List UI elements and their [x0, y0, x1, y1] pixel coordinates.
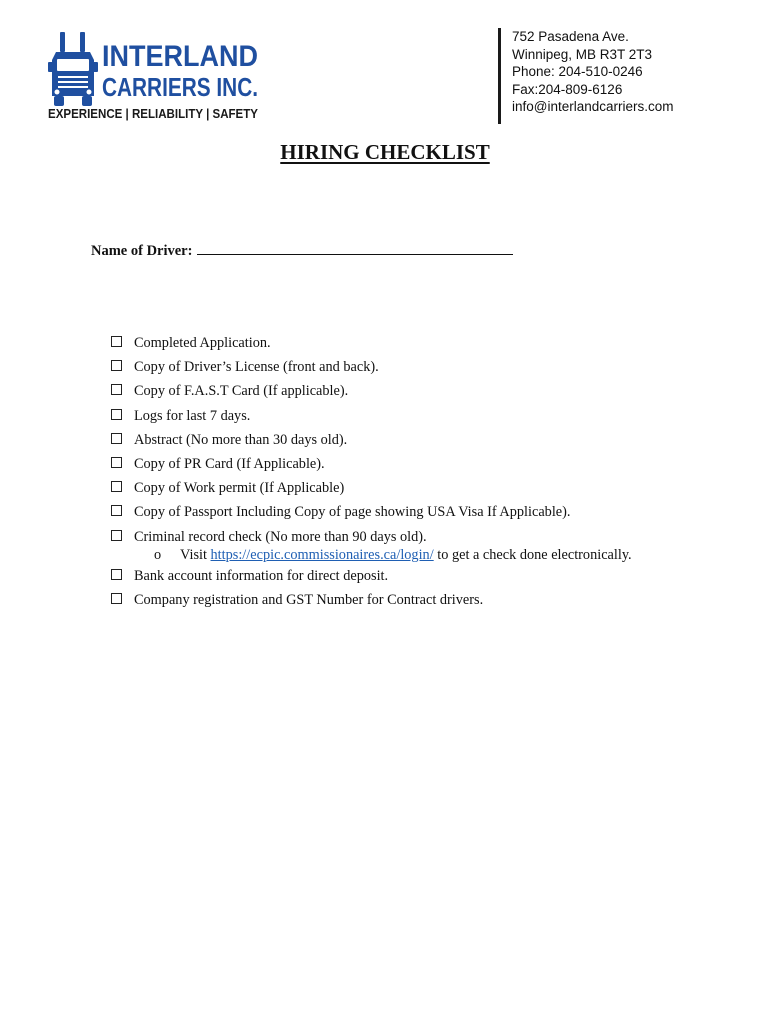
logo-line2: CARRIERS INC. — [102, 72, 258, 102]
sub-suffix: to get a check done electronically. — [437, 546, 632, 563]
checklist-item-company-registration — [111, 591, 632, 615]
checkbox[interactable] — [111, 360, 122, 371]
address-phone: Phone: 204-510-0246 — [512, 64, 643, 80]
checkbox[interactable] — [111, 481, 122, 492]
driver-name-field — [91, 240, 513, 260]
checklist-item-pr-card — [111, 455, 632, 479]
page-title — [0, 140, 770, 165]
checkbox[interactable] — [111, 530, 122, 541]
checklist-item-bank-account — [111, 567, 632, 591]
truck-logo-icon — [44, 30, 264, 122]
checklist-item-fast-card — [111, 382, 632, 406]
address-fax: Fax:204-809-6126 — [512, 81, 623, 97]
checkbox[interactable] — [111, 569, 122, 580]
checkbox[interactable] — [111, 505, 122, 516]
address-city: Winnipeg, MB R3T 2T3 — [512, 46, 653, 62]
checklist-item-logs — [111, 407, 632, 431]
logo-line1: INTERLAND — [102, 40, 258, 73]
checklist-item-label: Logs for last 7 days. — [134, 407, 251, 424]
page-title-text: HIRING CHECKLIST — [280, 140, 490, 164]
sub-prefix: Visit — [180, 546, 207, 563]
checklist-item-label: Company registration and GST Number for Contract drivers. — [134, 591, 484, 608]
checklist-item-application — [111, 334, 632, 358]
checklist-item-passport — [111, 503, 632, 527]
checklist-item-label: Copy of PR Card (If Applicable). — [134, 455, 325, 472]
checkbox[interactable] — [111, 336, 122, 347]
checklist-item-label: Abstract (No more than 30 days old). — [134, 431, 348, 448]
checklist-item-label: Copy of F.A.S.T Card (If applicable). — [134, 383, 349, 400]
address-street: 752 Pasadena Ave. — [512, 29, 629, 44]
ecpic-link[interactable]: https://ecpic.commissionaires.ca/login/ — [210, 546, 434, 563]
checklist-item-label: Criminal record check (No more than 90 days old). — [134, 528, 427, 545]
company-logo — [44, 30, 264, 122]
checklist-item-label: Copy of Driver’s License (front and back). — [134, 359, 379, 376]
checkbox[interactable] — [111, 384, 122, 395]
checklist-item-label: Completed Application. — [134, 335, 271, 351]
driver-name-blank[interactable] — [197, 240, 513, 255]
criminal-record-subitem — [111, 547, 632, 567]
checklist-item-work-permit — [111, 479, 632, 503]
checklist-item-abstract — [111, 431, 632, 455]
checkbox[interactable] — [111, 433, 122, 444]
checkbox[interactable] — [111, 409, 122, 420]
checkbox[interactable] — [111, 457, 122, 468]
sub-bullet: o — [154, 546, 162, 563]
checklist-item-label: Copy of Work permit (If Applicable) — [134, 480, 345, 497]
logo-tagline: EXPERIENCE | RELIABILITY | SAFETY — [48, 106, 259, 121]
hiring-checklist — [111, 334, 632, 615]
address-email: info@interlandcarriers.com — [512, 99, 674, 115]
checklist-item-label: Copy of Passport Including Copy of page showing USA Visa If Applicable). — [134, 504, 571, 521]
company-address-block — [498, 28, 674, 124]
checkbox[interactable] — [111, 593, 122, 604]
checklist-item-license — [111, 358, 632, 382]
driver-name-label: Name of Driver: — [91, 243, 193, 259]
checklist-item-label: Bank account information for direct deposit. — [134, 567, 389, 584]
